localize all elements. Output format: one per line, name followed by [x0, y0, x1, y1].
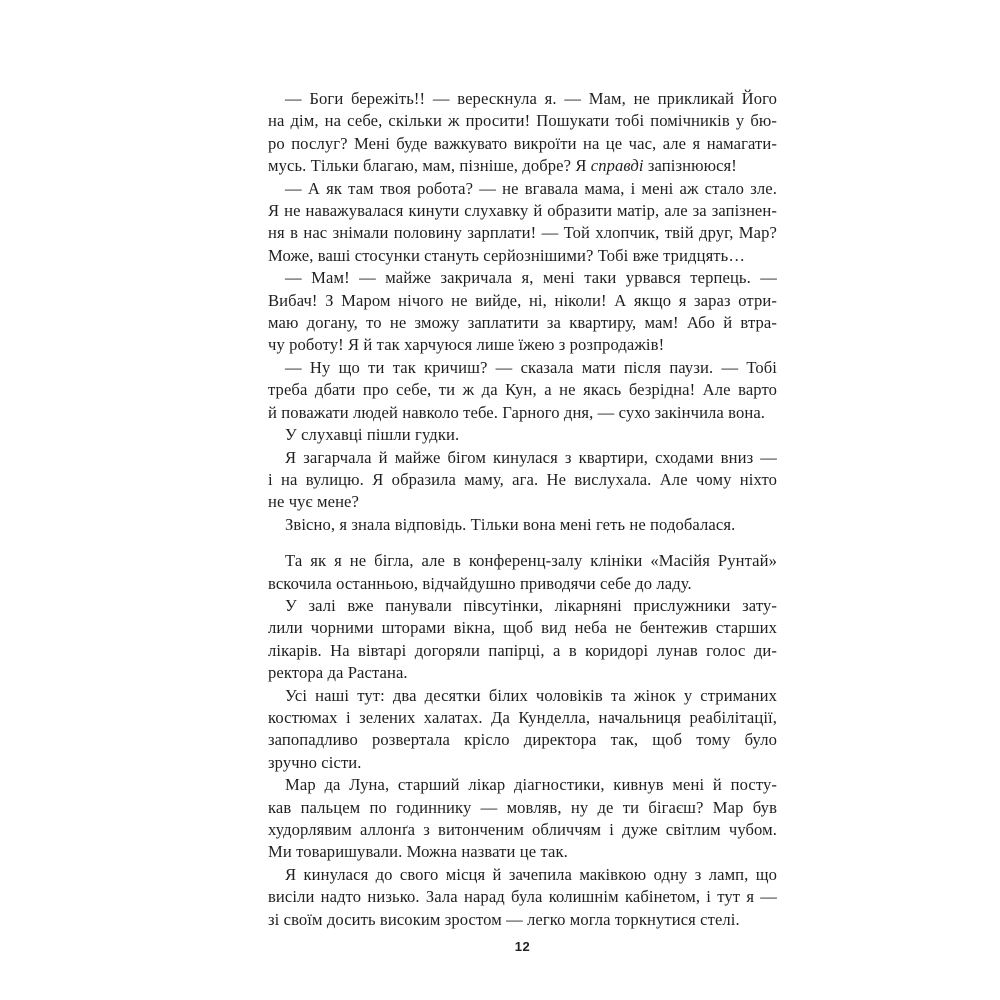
text-line: чу роботу! Я й так харчуюся лише їжею з розпродажів!: [268, 335, 665, 355]
text-line: Я кинулася до свого місця й зачепила маківкою одну з ламп, що: [285, 864, 777, 884]
text-line: — А як там твоя робота? — не вгавала мама, і мені аж стало зле.: [285, 178, 777, 198]
text-line: і на вулицю. Я образила маму, ага. Не вислухала. Але чому ніхто: [268, 469, 777, 489]
text-line: ректора да Растана.: [268, 663, 408, 683]
text-line: зі своїм досить високим зростом — легко могла торкнутися стелі.: [268, 909, 740, 929]
text-line: костюмах і зелених халатах. Да Кунделла, начальниця реабілітації,: [268, 707, 777, 727]
text-line: — Боги бережіть!! — верескнула я. — Мам, не прикликай Його: [285, 89, 777, 108]
text-line: Вибач! З Маром нічого не вийде, ні, ніколи! А якщо я зараз отри-: [268, 290, 777, 310]
text-line: треба дбати про себе, ти ж да Кун, а не якась безрідна! Але варто: [268, 380, 777, 400]
text-line: лікарів. На вівтарі догоряли папірці, а в коридорі лунав голос ди-: [268, 640, 777, 660]
text-line: Усі наші тут: два десятки білих чоловіків та жінок у стриманих: [285, 685, 777, 705]
text-line: Та як я не бігла, але в конференц-залу клініки «Масійя Рунтай»: [285, 551, 777, 571]
text-line: — Мам! — майже закричала я, мені таки урвався терпець. —: [285, 268, 777, 288]
page-number: 12: [514, 939, 531, 954]
text-line: Ми товаришували. Можна назвати це так.: [268, 842, 568, 862]
text-line: Я не наважувалася кинути слухавку й образити матір, але за запізнен-: [268, 201, 777, 221]
text-line: зручно сісти.: [268, 752, 362, 772]
text-line: запопадливо розвертала крісло директора так, щоб тому було: [268, 730, 777, 750]
text-line: ня в нас знімали половину зарплати! — Той хлопчик, твій друг, Мар?: [268, 223, 777, 243]
text-line: й поважати людей навколо тебе. Гарного дня, — сухо закінчила вона.: [268, 402, 766, 422]
text-line: кав пальцем по годиннику — мовляв, ну де ти бігаєш? Мар був: [268, 797, 777, 817]
text-line: Може, ваші стосунки стануть серйознішими? Тобі вже тридцять…: [268, 245, 746, 265]
text-line: — Ну що ти так кричиш? — сказала мати після паузи. — Тобі: [285, 357, 777, 377]
text-line: вскочила останньою, відчайдушно приводячи себе до ладу.: [268, 573, 692, 593]
text-line: У залі вже панували півсутінки, лікарняні прислужники зату-: [285, 595, 777, 615]
text-line: лили чорними шторами вікна, щоб вид неба не бентежив старших: [268, 618, 777, 638]
text-block: [268, 88, 777, 931]
text-line: У слухавці пішли гудки.: [285, 425, 460, 445]
text-line: ро послуг? Мені буде важкувато викроїти на це час, але я намагати-: [268, 133, 777, 153]
text-line: Звісно, я знала відповідь. Тільки вона мені геть не подобалася.: [285, 514, 736, 534]
text-line: мусь. Тільки благаю, мам, пізніше, добре? Я справді запізнююся!: [268, 156, 737, 176]
text-line: не чує мене?: [268, 492, 359, 512]
text-line: Мар да Луна, старший лікар діагностики, кивнув мені й посту-: [285, 775, 777, 795]
text-line: Я загарчала й майже бігом кинулася з квартири, сходами вниз —: [285, 447, 777, 467]
text-line: маю догану, то не зможу заплатити за квартиру, мам! Або й втра-: [268, 313, 777, 333]
text-line: на дім, на себе, скільки ж просити! Пошукати тобі помічників у бю-: [268, 111, 777, 131]
text-line: худорлявим аллонґа з витонченим обличчям і дуже світлим чубом.: [268, 820, 777, 839]
text-line: висіли надто низько. Зала нарад була колишнім кабінетом, і тут я —: [268, 887, 777, 907]
